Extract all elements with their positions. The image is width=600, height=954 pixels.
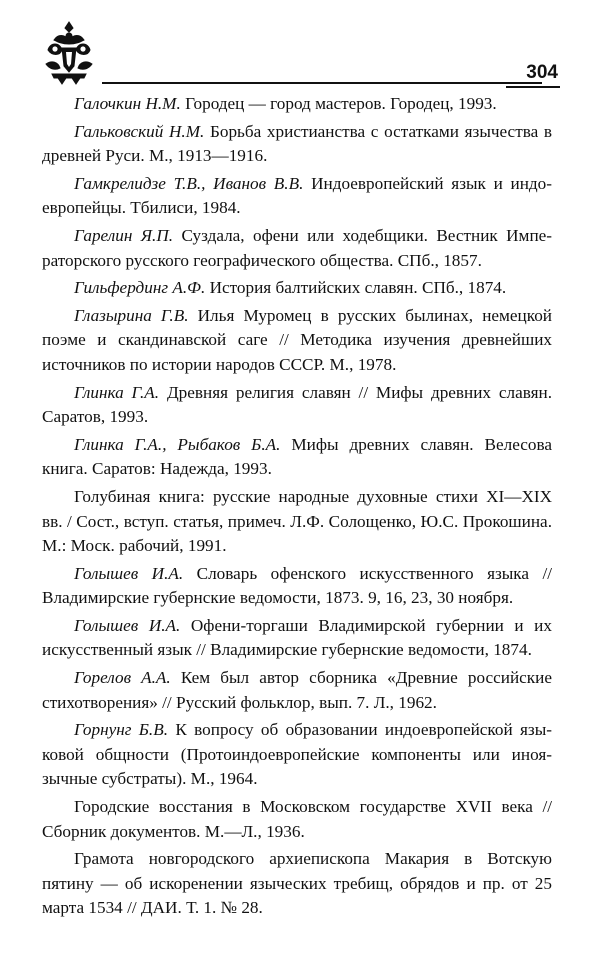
entry-author: Гильфердинг А.Ф. [74, 278, 206, 298]
entry-author: Гальковский Н.М. [74, 121, 205, 141]
entry-text: Офени-торгаши Владимирской губернии и их искусственный язык // Владимирские губернские ведомости, 1874. [42, 615, 552, 660]
bibliography-entry [42, 92, 552, 117]
entry-author: Горнунг Б.В. [74, 720, 169, 740]
entry-author: Гамкрелидзе Т.В., Иванов В.В. [74, 173, 304, 193]
entry-text: Мифы древних славян. Велесова книга. Саратов: Надежда, 1993. [42, 434, 552, 479]
heraldic-ornament-icon [40, 20, 98, 86]
bibliography-entry [42, 120, 552, 169]
bibliography-entry [42, 433, 552, 482]
bibliography-entry [42, 795, 552, 844]
bibliography-entry [42, 614, 552, 663]
entry-author: Глинка Г.А., Рыбаков Б.А. [74, 434, 281, 454]
bibliography-list [42, 92, 552, 924]
entry-text: Суздала, офени или ходебщики. Вестник Императорского русского географического общества. СПб., 1857. [42, 225, 552, 270]
bibliography-entry [42, 304, 552, 378]
entry-author: Голышев И.А. [74, 615, 181, 635]
entry-text: Кем был автор сборника «Древние российские стихотворения» // Русский фольклор, вып. 7. Л., 1962. [42, 668, 552, 712]
header-rule [102, 82, 542, 84]
entry-author: Гарелин Я.П. [74, 225, 174, 245]
entry-text: Городские восстания в Московском государстве XVII века // Сборник документов. М.—Л., 1936. [42, 797, 552, 841]
bibliography-entry [42, 666, 552, 715]
bibliography-entry [42, 562, 552, 611]
entry-author: Глазырина Г.В. [74, 305, 189, 325]
entry-text: Илья Муромец в русских былинах, немецкой поэме и скандинавской саге // Методика изучения древнейших источников по истории народов СССР. М., 1978. [42, 305, 553, 374]
entry-text: Словарь офенского искусственного языка // Владимирские губернские ведомости, 1873. 9, 16, 23, 30 ноября. [42, 563, 552, 608]
entry-text: История балтийских славян. СПб., 1874. [205, 278, 507, 298]
entry-author: Галочкин Н.М. [74, 94, 181, 113]
page-number-underline [506, 86, 560, 88]
entry-text: Борьба христианства с остатками язычества в древней Руси. М., 1913—1916. [42, 121, 552, 166]
entry-text: К вопросу об образовании индоевропейской языковой общности (Протоиндоевропейские компоненты или иноязычные субстраты). М., 1964. [42, 720, 552, 789]
page-header [40, 20, 560, 90]
entry-author: Голышев И.А. [74, 563, 184, 583]
bibliography-entry [42, 485, 552, 559]
bibliography-entry [42, 847, 552, 921]
entry-text: Древняя религия славян // Мифы древних славян. Саратов, 1993. [42, 382, 552, 427]
bibliography-entry [42, 276, 552, 301]
page-number: 304 [526, 62, 558, 83]
bibliography-entry [42, 172, 552, 221]
bibliography-entry [42, 718, 552, 792]
entry-text: Индоевропейский язык и индоевропейцы. Тбилиси, 1984. [42, 173, 552, 218]
entry-author: Глинка Г.А. [74, 382, 160, 402]
entry-author: Горелов А.А. [74, 668, 171, 688]
entry-text: Грамота новгородского архиепископа Макария в Вотскую пятину — об искоренении языческих требищ, обрядов и пр. от 25 марта 1534 // ДАИ. Т. 1. № 28. [42, 849, 552, 918]
bibliography-entry [42, 381, 552, 430]
bibliography-entry [42, 224, 552, 273]
entry-text: Голубиная книга: русские народные духовные стихи XI—XIX вв. / Сост., вступ. статья, примеч. Л.Ф. Солощенко, Ю.С. Прокошина. М.: Моск. рабочий, 1991. [42, 486, 552, 556]
entry-text: Городец — город мастеров. Городец, 1993. [180, 94, 497, 113]
